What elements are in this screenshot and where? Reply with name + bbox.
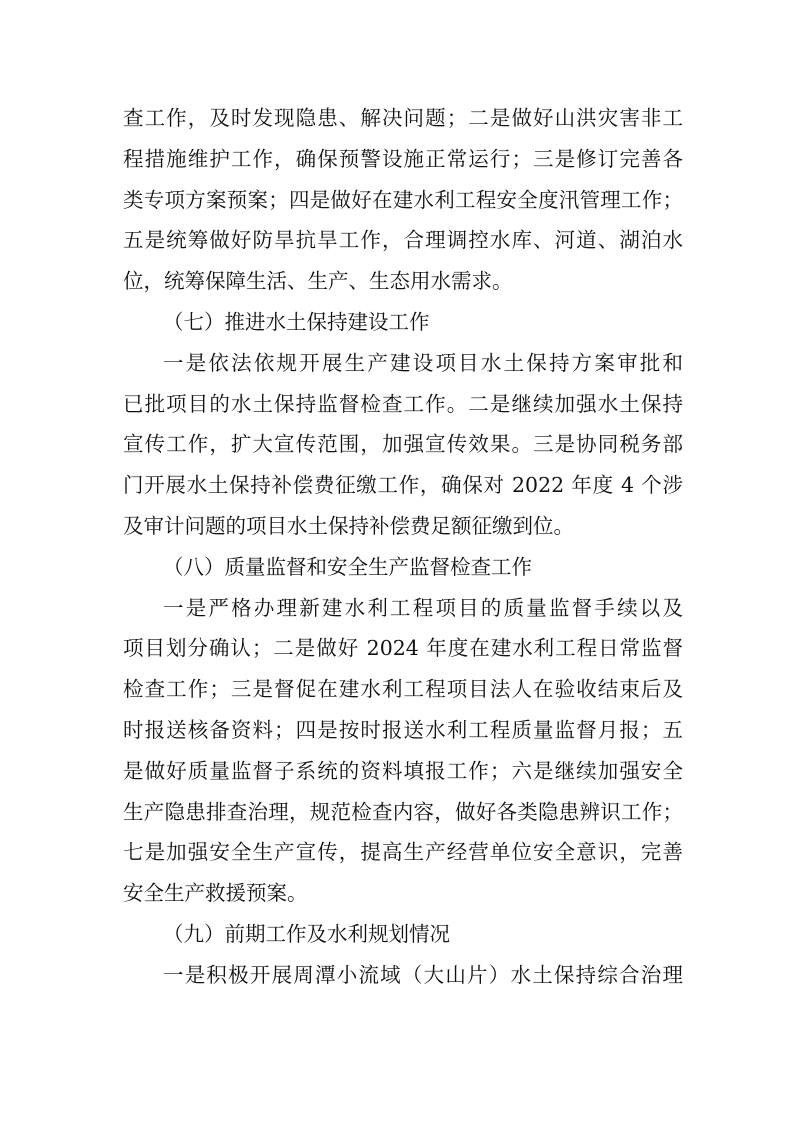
section-heading: （七）推进水土保持建设工作 xyxy=(163,310,430,334)
paragraph-line: 一是严格办理新建水利工程项目的质量监督手续以及 xyxy=(163,595,683,620)
paragraph-line: 类专项方案预案；四是做好在建水利工程安全度汛管理工作； xyxy=(123,187,683,212)
paragraph-line: 一是依法依规开展生产建设项目水土保持方案审批和 xyxy=(163,350,683,375)
paragraph-line: 检查工作；三是督促在建水利工程项目法人在验收结束后及 xyxy=(123,677,683,702)
section-heading: （八）质量监督和安全生产监督检查工作 xyxy=(163,554,532,579)
paragraph-line: 查工作，及时发现隐患、解决问题；二是做好山洪灾害非工 xyxy=(123,106,683,130)
paragraph-line: 是做好质量监督子系统的资料填报工作；六是继续加强安全 xyxy=(123,758,683,783)
paragraph-line: 一是积极开展周潭小流域（大山片）水土保持综合治理 xyxy=(163,962,683,987)
paragraph-line: 位，统筹保障生活、生产、生态用水需求。 xyxy=(123,269,513,294)
paragraph-line: 生产隐患排查治理，规范检查内容，做好各类隐患辨识工作； xyxy=(123,799,683,824)
paragraph-line: 五是统筹做好防旱抗旱工作，合理调控水库、河道、湖泊水 xyxy=(123,228,683,253)
paragraph-line: 程措施维护工作，确保预警设施正常运行；三是修订完善各 xyxy=(123,146,683,171)
paragraph-line: 及审计问题的项目水土保持补偿费足额征缴到位。 xyxy=(123,514,574,538)
paragraph-line: 安全生产救援预案。 xyxy=(123,881,308,906)
paragraph-line: 时报送核备资料；四是按时报送水利工程质量监督月报；五 xyxy=(123,718,683,742)
paragraph-line: 宣传工作，扩大宣传范围，加强宣传效果。三是协同税务部 xyxy=(123,432,683,457)
paragraph-line: 门开展水土保持补偿费征缴工作，确保对 2022 年度 4 个涉 xyxy=(123,473,683,498)
paragraph-line: 已批项目的水土保持监督检查工作。二是继续加强水土保持 xyxy=(123,391,683,416)
paragraph-line: 项目划分确认；二是做好 2024 年度在建水利工程日常监督 xyxy=(123,636,683,661)
paragraph-line: 七是加强安全生产宣传，提高生产经营单位安全意识，完善 xyxy=(123,840,683,865)
section-heading: （九）前期工作及水利规划情况 xyxy=(163,922,450,946)
